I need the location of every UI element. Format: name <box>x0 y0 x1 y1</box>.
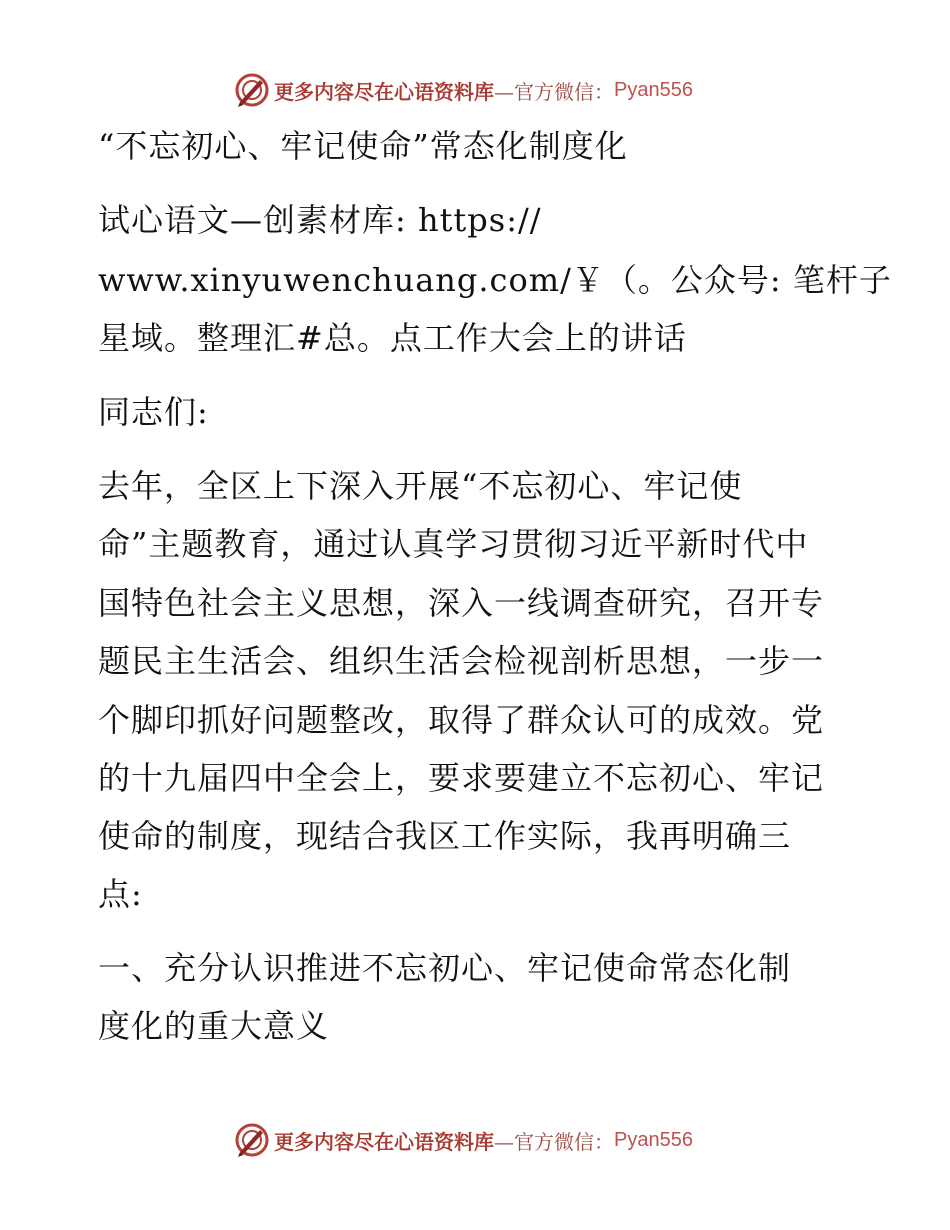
footer-banner <box>234 1120 693 1160</box>
banner-wechat-id: Pyan556 <box>614 1128 693 1151</box>
paragraph-line: 点: <box>98 875 143 913</box>
section-heading: 一、充分认识推进不忘初心、牢记使命常态化制 <box>98 949 792 987</box>
header-banner <box>234 70 693 110</box>
paragraph-line: 的十九届四中全会上，要求要建立不忘初心、牢记 <box>98 759 825 797</box>
paragraph-line: 个脚印抓好问题整改，取得了群众认可的成效。党 <box>98 701 825 739</box>
paragraph-line: 命”主题教育，通过认真学习贯彻习近平新时代中 <box>98 525 809 563</box>
section-heading: 度化的重大意义 <box>98 1007 330 1045</box>
banner-wechat-label: —官方微信： <box>494 79 614 104</box>
pen-logo-icon <box>234 1122 270 1158</box>
document-title: “不忘初心、牢记使命”常态化制度化 <box>98 127 628 165</box>
pen-logo-icon <box>234 72 270 108</box>
banner-title: 更多内容尽在心语资料库 <box>274 1129 494 1154</box>
source-line: 试心语文—创素材库: https:// <box>98 201 542 239</box>
paragraph-line: 题民主生活会、组织生活会检视剖析思想，一步一 <box>98 642 825 680</box>
source-line: 星域。整理汇#总。点工作大会上的讲话 <box>98 319 687 357</box>
paragraph-line: 国特色社会主义思想，深入一线调查研究，召开专 <box>98 584 825 622</box>
source-line: www.xinyuwenchuang.com/￥（。公众号: 笔杆子 <box>98 261 892 299</box>
banner-wechat-label: —官方微信： <box>494 1129 614 1154</box>
salutation: 同志们: <box>98 393 209 431</box>
banner-title: 更多内容尽在心语资料库 <box>274 79 494 104</box>
banner-wechat-id: Pyan556 <box>614 78 693 101</box>
paragraph-line: 去年，全区上下深入开展“不忘初心、牢记使 <box>98 467 743 505</box>
paragraph-line: 使命的制度，现结合我区工作实际，我再明确三 <box>98 817 792 855</box>
